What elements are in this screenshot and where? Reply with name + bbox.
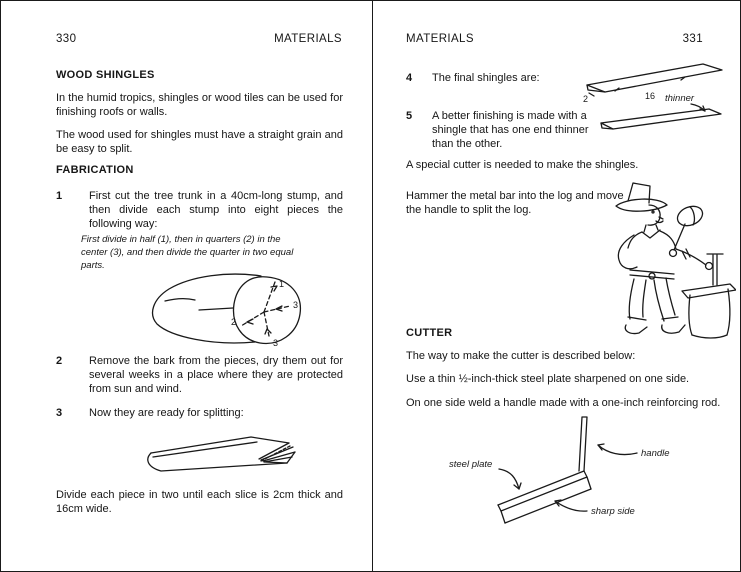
page-330 [1,1,373,572]
running-head: MATERIALS [274,33,342,45]
paragraph-hammer: Hammer the metal bar into the log and move the handle to split the log. [406,190,624,216]
page-number: 330 [56,33,77,45]
step-1 [56,189,343,231]
paragraph-cutter-2: Use a thin ½-inch-thick steel plate sharpened on one side. [406,373,690,385]
step-4 [406,71,606,85]
step-text: A better finishing is made with a shingle that has one end thinner than the other. [432,110,589,150]
paragraph-closing: Divide each piece in two until each slice is 2cm thick and 16cm wide. [56,489,343,515]
shingles-diagram [581,59,731,151]
step-number: 2 [56,355,63,367]
step-number: 4 [406,72,413,84]
paragraph-special-cutter: A special cutter is needed to make the shingles. [406,159,639,171]
section-title-wood-shingles: WOOD SHINGLES [56,69,155,81]
page-header [56,33,342,45]
shingle-label-width: 16 [645,91,656,101]
cutter-label-handle: handle [641,448,670,459]
paragraph-grain: The wood used for shingles must have a straight grain and be easy to split. [56,129,343,155]
running-head: MATERIALS [406,33,474,45]
page-number: 331 [682,33,703,45]
cutter-diagram [441,414,707,547]
section-title-cutter: CUTTER [406,327,453,339]
step-text: Remove the bark from the pieces, dry them out for several weeks in a place where they are protected from sun and wind. [89,355,343,395]
step-text: The final shingles are: [432,72,540,84]
note-divide-italic: First divide in half (1), then in quarters (2) in the center (3), and then divide the quarter in two equal parts. [81,234,294,271]
step-number: 1 [56,190,63,202]
plank-diagram [143,431,313,486]
cutter-label-sharp-side: sharp side [591,506,635,517]
shingle-label-thinner: thinner [665,93,695,104]
log-diagram [143,273,321,350]
log-label-1: 1 [279,279,285,289]
paragraph-intro: In the humid tropics, shingles or wood tiles can be used for finishing roofs or walls. [56,92,343,118]
step-number: 3 [56,407,63,419]
page-header [406,33,703,45]
log-label-2: 2 [231,317,237,327]
log-label-3b: 3 [273,338,279,348]
step-2 [56,354,343,396]
shingle-label-thickness: 2 [583,94,589,104]
step-3 [56,406,343,420]
section-title-fabrication: FABRICATION [56,164,134,176]
cutter-label-steel-plate: steel plate [449,459,493,470]
step-text: Now they are ready for splitting: [89,407,244,419]
page-331 [373,1,741,572]
paragraph-cutter-1: The way to make the cutter is described below: [406,350,636,362]
man-hammering-figure [586,177,736,339]
step-5 [406,109,606,151]
step-number: 5 [406,110,413,122]
paragraph-cutter-3: On one side weld a handle made with a one-inch reinforcing rod. [406,397,721,409]
log-label-3a: 3 [293,300,299,310]
step-text: First cut the tree trunk in a 40cm-long stump, and then divide each stump into eight pieces the following way: [89,190,343,230]
